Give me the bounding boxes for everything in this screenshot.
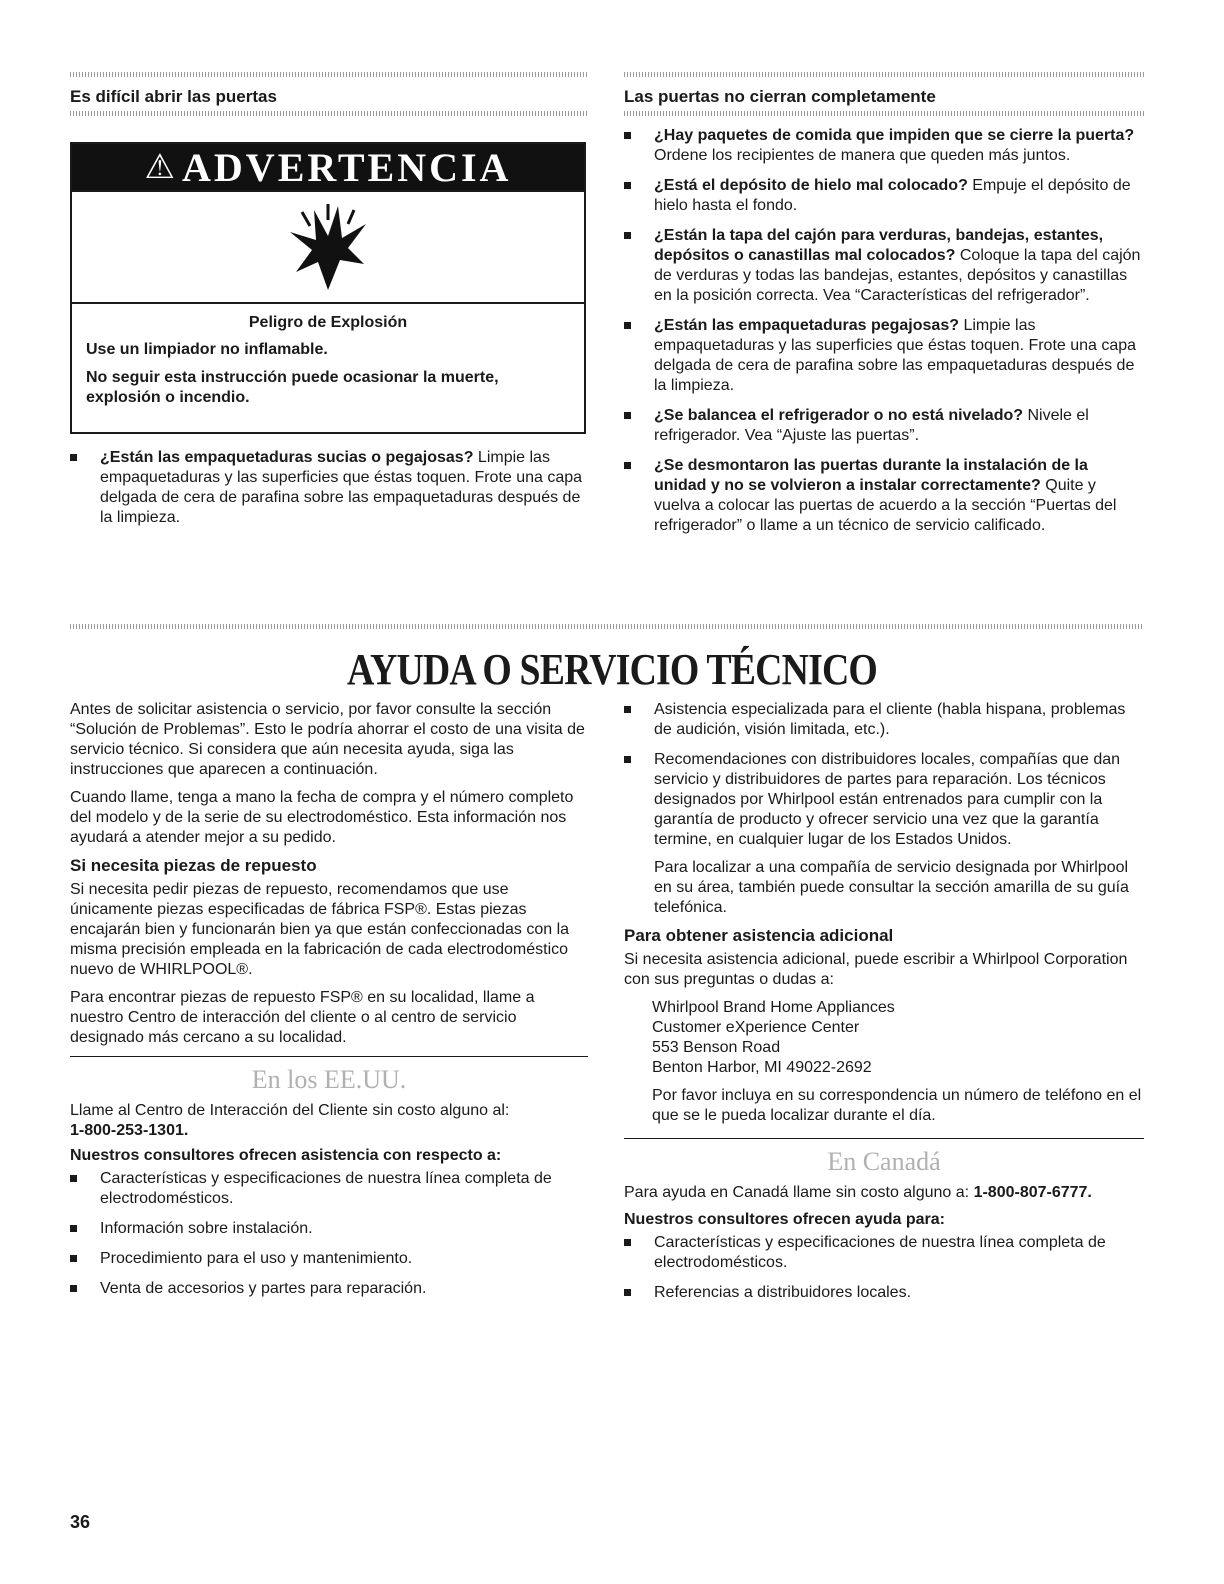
bottom-left-column [70, 700, 588, 1309]
warning-title: ADVERTENCIA [182, 144, 512, 190]
list-item: Procedimiento para el uso y mantenimiento. [70, 1249, 588, 1269]
top-left-list [70, 448, 588, 538]
us-services-list [70, 1169, 588, 1299]
list-item: ¿Está el depósito de hielo mal colocado? Empuje el depósito de hielo hasta el fondo. [624, 176, 1144, 216]
list-item: ¿Están las empaquetaduras sucias o pegajosas? Limpie las empaquetaduras y las superficies que éstas toquen. Frote una capa delgada de cera de parafina sobre las empaquetaduras después de la limpieza. [70, 448, 588, 528]
list-item: ¿Se desmontaron las puertas durante la instalación de la unidad y no se volvieron a instalar correctamente? Quite y vuelva a colocar las puertas de acuerdo a la sección “Puertas del refrigerador” o llame a un técnico de servicio calificado. [624, 456, 1144, 536]
canada-services-list [624, 1233, 1144, 1303]
doors-not-closing-list [624, 126, 1144, 536]
warning-body [72, 304, 584, 426]
us-call: Llame al Centro de Interacción del Cliente sin costo alguno al: [70, 1102, 510, 1119]
divider [70, 72, 588, 77]
list-item: Asistencia especializada para el cliente (habla hispana, problemas de audición, visión limitada, etc.). [624, 700, 1144, 740]
intro-paragraph: Antes de solicitar asistencia o servicio, por favor consulte la sección “Solución de Problemas”. Esto le podría ahorrar el costo de una visita de servicio técnico. Si considera que aún necesita ayuda, siga las instrucciones que aparecen a continuación. [70, 701, 585, 778]
divider [624, 72, 1144, 77]
warning-triangle-icon: ⚠ [144, 147, 179, 187]
us-phone: 1-800-253-1301. [70, 1122, 189, 1139]
canada-phone: 1-800-807-6777. [973, 1184, 1092, 1201]
explosion-icon [72, 192, 584, 304]
services-list [624, 700, 1144, 850]
list-item: Características y especificaciones de nuestra línea completa de electrodomésticos. [70, 1169, 588, 1209]
page-number: 36 [70, 1512, 91, 1532]
address-line: 553 Benson Road [652, 1039, 781, 1056]
canada-call: Para ayuda en Canadá llame sin costo alguno a: 1-800-807-6777. [624, 1184, 1092, 1201]
section-title: AYUDA O SERVICIO TÉCNICO [346, 645, 878, 694]
section-divider [70, 624, 1144, 629]
rule [624, 1138, 1144, 1139]
address-line: Benton Harbor, MI 49022-2692 [652, 1059, 872, 1076]
warning-line-2: No seguir esta instrucción puede ocasionar la muerte, explosión o incendio. [86, 369, 499, 406]
divider [624, 111, 1144, 116]
warning-box [70, 142, 586, 434]
rule [70, 1056, 588, 1057]
list-item: ¿Están las empaquetaduras pegajosas? Limpie las empaquetaduras y las superficies que éstas toquen. Frote una capa delgada de cera de parafina sobre las empaquetaduras después de la limpieza. [624, 316, 1144, 396]
canada-offer-heading: Nuestros consultores ofrecen ayuda para: [624, 1211, 945, 1228]
list-item: ¿Hay paquetes de comida que impiden que se cierre la puerta? Ordene los recipientes de manera que queden más juntos. [624, 126, 1144, 166]
canada-title: En Canadá [827, 1147, 941, 1176]
address-line: Customer eXperience Center [652, 1019, 860, 1036]
list-item: Venta de accesorios y partes para reparación. [70, 1279, 588, 1299]
extra-help-paragraph: Si necesita asistencia adicional, puede escribir a Whirlpool Corporation con sus preguntas o dudas a: [624, 951, 1128, 988]
extra-help-heading: Para obtener asistencia adicional [624, 926, 894, 945]
top-right-column [624, 72, 1144, 546]
bottom-right-column [624, 700, 1144, 1313]
divider [70, 111, 588, 116]
list-item: Referencias a distribuidores locales. [624, 1283, 1144, 1303]
include-phone-paragraph: Por favor incluya en su correspondencia un número de teléfono en el que se le pueda localizar durante el día. [652, 1087, 1142, 1124]
list-item: Información sobre instalación. [70, 1219, 588, 1239]
address-line: Whirlpool Brand Home Appliances [652, 999, 895, 1016]
warning-header [72, 144, 584, 192]
parts-heading: Si necesita piezas de repuesto [70, 856, 317, 875]
heading-doors-not-closing: Las puertas no cierran completamente [624, 87, 936, 106]
call-paragraph: Cuando llame, tenga a mano la fecha de compra y el número completo del modelo y de la serie de su electrodoméstico. Esta información nos ayudará a atender mejor a su pedido. [70, 789, 574, 846]
parts-paragraph: Si necesita pedir piezas de repuesto, recomendamos que use únicamente piezas especificadas de fábrica FSP®. Estas piezas encajarán bien y funcionarán bien ya que están confeccionadas con la misma precisión empleada en la fabricación de cada electrodoméstico nuevo de WHIRLPOOL®. [70, 881, 570, 978]
top-left-column [70, 72, 588, 116]
list-item: Características y especificaciones de nuestra línea completa de electrodomésticos. [624, 1233, 1144, 1273]
list-item: ¿Se balancea el refrigerador o no está nivelado? Nivele el refrigerador. Vea “Ajuste las puertas”. [624, 406, 1144, 446]
us-offer-heading: Nuestros consultores ofrecen asistencia con respecto a: [70, 1147, 502, 1164]
list-item: ¿Están la tapa del cajón para verduras, bandejas, estantes, depósitos o canastillas mal colocados? Coloque la tapa del cajón de verduras y todas las bandejas, estantes, depósitos y canastillas en la posición correcta. Vea “Características del refrigerador”. [624, 226, 1144, 306]
heading-doors-hard-to-open: Es difícil abrir las puertas [70, 87, 277, 106]
warning-line-1: Use un limpiador no inflamable. [86, 341, 328, 358]
locate-paragraph: Para localizar a una compañía de servicio designada por Whirlpool en su área, también puede consultar la sección amarilla de su guía telefónica. [654, 859, 1129, 916]
mailing-address [624, 998, 1144, 1078]
us-title: En los EE.UU. [251, 1065, 407, 1094]
parts-locate-paragraph: Para encontrar piezas de repuesto FSP® en su localidad, llame a nuestro Centro de interacción del cliente o al centro de servicio designado más cercano a su localidad. [70, 989, 535, 1046]
list-item: Recomendaciones con distribuidores locales, compañías que dan servicio y distribuidores de partes para reparación. Los técnicos designados por Whirlpool están entrenados para cumplir con la garantía de producto y ofrecer servicio una vez que la garantía termine, en cualquier lugar de los Estados Unidos. [624, 750, 1144, 850]
warning-hazard: Peligro de Explosión [248, 314, 408, 331]
